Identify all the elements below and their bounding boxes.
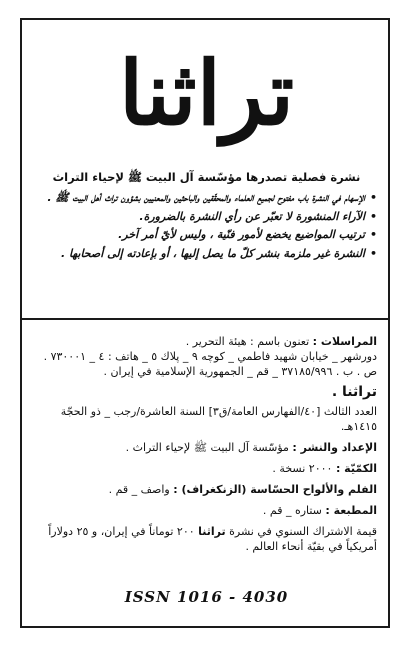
correspondence-label: المراسلات : — [312, 335, 377, 348]
policy-item: • النشرة غير ملزمة بنشر كلّ ما يصل إليها ، أو بإعادته إلى أصحابها . — [38, 246, 377, 263]
publisher-label: الإعداد والنشر : — [292, 441, 377, 454]
colophon — [34, 334, 377, 560]
publisher-value: مؤسّسة آل البيت ﷺ لإحياء التراث . — [125, 441, 289, 454]
subscription-label: قيمة الاشتراك السنوي في نشرة — [229, 525, 377, 538]
press-label: المطبعة : — [325, 504, 377, 517]
subscription-rest: ٢٠٠ توماناً في إيران، و ٢٥ دولاراً أمريكياً في بقيّة أنحاء العالم . — [48, 525, 377, 553]
subscription-brand: تراثنا — [198, 525, 226, 538]
publisher-block — [34, 440, 377, 455]
section-divider — [20, 318, 390, 320]
policy-item: • الإسهام في النشرة باب مفتوح لجميع العلماء والمحقّقين والباحثين والمعنيين بشؤون تراث أهل البيت ﷺ . — [38, 190, 377, 207]
printing-label: الفلم والألواح الحسّاسة (الزنكغراف) : — [173, 483, 377, 496]
quantity-value: ٢٠٠٠ نسخة . — [272, 462, 333, 475]
correspondence-address: دورشهر _ خيابان شهيد فاطمي _ كوچه ٩ _ پلاك ٥ _ هاتف : ٤ _ ٧٣٠٠٠١ . — [43, 350, 377, 363]
correspondence-block — [34, 334, 377, 379]
journal-logo: تراثنا — [118, 41, 295, 145]
issn-number: ISSN 1016 - 4030 — [124, 588, 289, 606]
press-value: ستاره _ قم . — [262, 504, 322, 517]
journal-tagline: نشرة فصلية تصدرها مؤسّسة آل البيت ﷺ لإحياء التراث — [52, 170, 361, 184]
quantity-block — [34, 461, 377, 476]
correspondence-pobox: ص . ب . ٣٧١٨٥/٩٩٦ _ قم _ الجمهورية الإسلامية في إيران . — [103, 365, 377, 378]
policy-item: • ترتيب المواضيع يخضع لأمور فنّية ، وليس لأيّ أمر آخر. — [38, 227, 377, 244]
issue-title: تراثنا . — [331, 384, 377, 400]
correspondence-addressee: تعنون باسم : هيئة التحرير . — [185, 335, 310, 348]
policy-list — [38, 190, 377, 264]
subscription-block — [34, 524, 377, 554]
issue-info: العدد الثالث [٤٠/الفهارس العامة/ق٣] السنة العاشرة/رجب _ ذو الحجّة ١٤١٥هـ. — [60, 405, 377, 433]
policy-item: • الآراء المنشورة لا تعبّر عن رأي النشرة بالضرورة. — [38, 209, 377, 226]
printing-value: واصف _ قم . — [108, 483, 170, 496]
printing-block — [34, 482, 377, 497]
press-block — [34, 503, 377, 518]
quantity-label: الكمّيّة : — [335, 462, 377, 475]
